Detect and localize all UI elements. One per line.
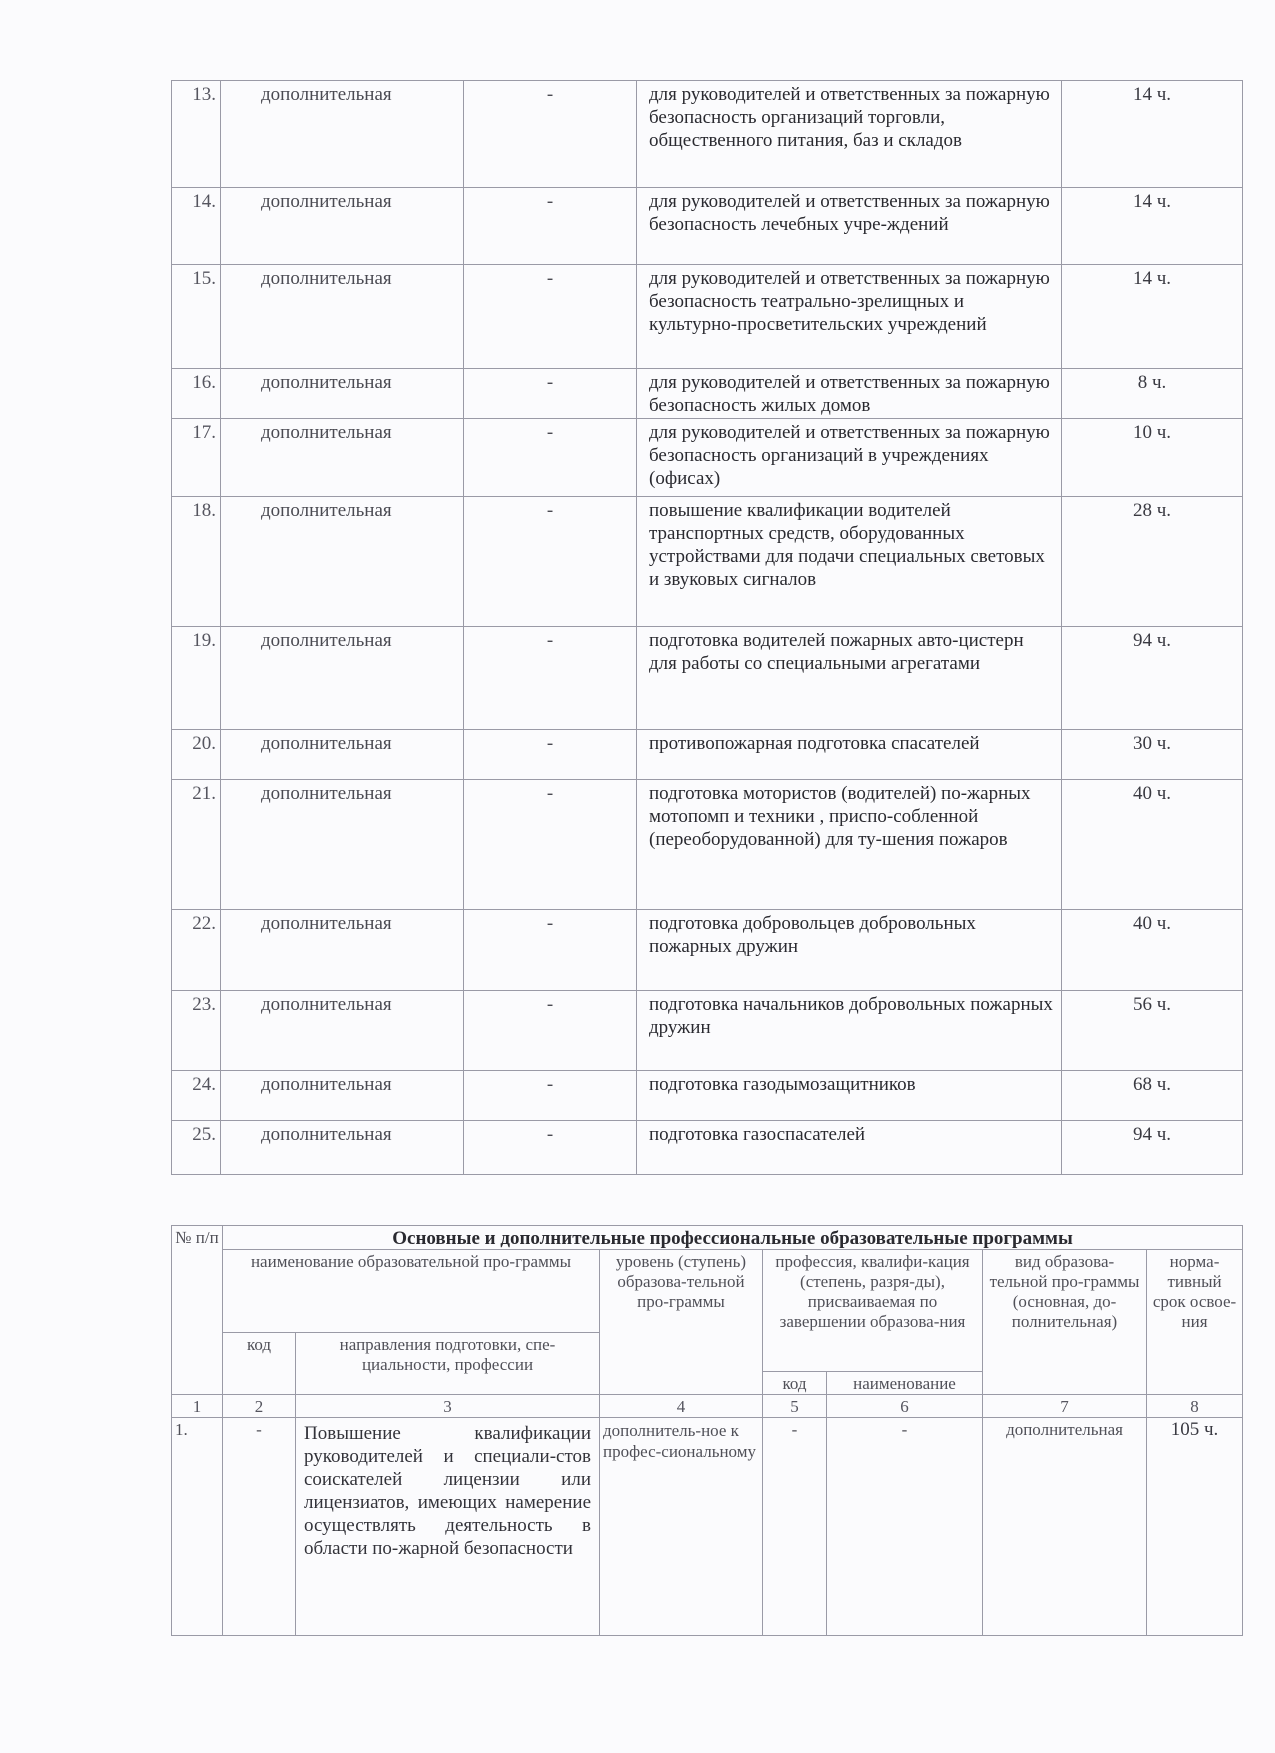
- column-header-term: норма-тивный срок освое-ния: [1147, 1250, 1243, 1395]
- table-row: [172, 627, 1243, 730]
- code-cell: -: [464, 369, 637, 419]
- program-name: противопожарная подготовка спасателей: [637, 730, 1062, 780]
- row-number: 21.: [172, 780, 221, 910]
- row-number: 22.: [172, 910, 221, 991]
- column-index: 7: [983, 1395, 1147, 1418]
- program-hours: 8 ч.: [1062, 369, 1243, 419]
- program-kind: дополнительная: [221, 1121, 464, 1175]
- table-row: [172, 1121, 1243, 1175]
- profession-code: -: [763, 1418, 827, 1636]
- row-number: 13.: [172, 81, 221, 188]
- column-index: 4: [600, 1395, 763, 1418]
- program-hours: 56 ч.: [1062, 991, 1243, 1071]
- column-header-kind: вид образова-тельной про-граммы (основная, до-полнительная): [983, 1250, 1147, 1395]
- column-index: 3: [296, 1395, 600, 1418]
- column-index-row: [172, 1395, 1243, 1418]
- program-hours: 68 ч.: [1062, 1071, 1243, 1121]
- program-name: для руководителей и ответственных за пожарную безопасность жилых домов: [637, 369, 1062, 419]
- table-row: [172, 419, 1243, 497]
- program-name: подготовка газоспасателей: [637, 1121, 1062, 1175]
- column-header-level: уровень (ступень) образова-тельной про-граммы: [600, 1250, 763, 1395]
- column-header-profession-code: код: [763, 1372, 827, 1395]
- table-row: [172, 991, 1243, 1071]
- program-hours: 14 ч.: [1062, 265, 1243, 369]
- column-header-direction: направления подготовки, спе-циальности, профессии: [296, 1333, 600, 1395]
- program-name: подготовка добровольцев добровольных пожарных дружин: [637, 910, 1062, 991]
- program-hours: 40 ч.: [1062, 780, 1243, 910]
- code-cell: -: [464, 991, 637, 1071]
- table-row: [172, 730, 1243, 780]
- code-cell: -: [464, 780, 637, 910]
- program-name: подготовка газодымозащитников: [637, 1071, 1062, 1121]
- table-row: [172, 497, 1243, 627]
- program-kind: дополнительная: [221, 910, 464, 991]
- row-number: 15.: [172, 265, 221, 369]
- header-row: [172, 1226, 1243, 1250]
- code-cell: -: [464, 188, 637, 265]
- column-index: 1: [172, 1395, 223, 1418]
- program-kind: дополнительная: [221, 780, 464, 910]
- row-number: 17.: [172, 419, 221, 497]
- main-programs-table: [171, 1225, 1243, 1636]
- program-name: повышение квалификации водителей транспортных средств, оборудованных устройствами для подачи специальных световых и звуковых сигналов: [637, 497, 1062, 627]
- table-title: Основные и дополнительные профессиональные образовательные программы: [223, 1226, 1243, 1250]
- program-name: подготовка мотористов (водителей) по-жарных мотопомп и техники , приспо-собленной (переоборудованной) для ту-шения пожаров: [637, 780, 1062, 910]
- table-row: [172, 81, 1243, 188]
- table-row: [172, 910, 1243, 991]
- row-number: 19.: [172, 627, 221, 730]
- code-cell: -: [464, 81, 637, 188]
- table-row: [172, 188, 1243, 265]
- program-name: для руководителей и ответственных за пожарную безопасность театрально-зрелищных и культурно-просветительских учреждений: [637, 265, 1062, 369]
- program-kind: дополнительная: [221, 369, 464, 419]
- table-row: [172, 369, 1243, 419]
- program-kind: дополнительная: [983, 1418, 1147, 1636]
- program-name: подготовка водителей пожарных авто-цистерн для работы со специальными агрегатами: [637, 627, 1062, 730]
- program-kind: дополнительная: [221, 991, 464, 1071]
- row-number: 24.: [172, 1071, 221, 1121]
- program-kind: дополнительная: [221, 730, 464, 780]
- column-index: 5: [763, 1395, 827, 1418]
- code-cell: -: [464, 419, 637, 497]
- code-cell: -: [223, 1418, 296, 1636]
- code-cell: -: [464, 1071, 637, 1121]
- row-number: 16.: [172, 369, 221, 419]
- code-cell: -: [464, 910, 637, 991]
- program-name: для руководителей и ответственных за пожарную безопасность организаций торговли, общественного питания, баз и складов: [637, 81, 1062, 188]
- table-row: [172, 780, 1243, 910]
- program-name: для руководителей и ответственных за пожарную безопасность лечебных учре-ждений: [637, 188, 1062, 265]
- column-index: 6: [827, 1395, 983, 1418]
- code-cell: -: [464, 627, 637, 730]
- programs-table-continued: [171, 80, 1243, 1175]
- table-row: [172, 1071, 1243, 1121]
- column-header-program-name: наименование образовательной про-граммы: [223, 1250, 600, 1333]
- row-number: 14.: [172, 188, 221, 265]
- program-kind: дополнительная: [221, 265, 464, 369]
- program-kind: дополнительная: [221, 188, 464, 265]
- code-cell: -: [464, 497, 637, 627]
- program-name: подготовка начальников добровольных пожарных дружин: [637, 991, 1062, 1071]
- row-number: 1.: [172, 1418, 223, 1636]
- program-hours: 28 ч.: [1062, 497, 1243, 627]
- program-name: Повышение квалификации руководителей и специали-стов соискателей лицензии или лицензиатов, имеющих намерение осуществлять деятельность в области по-жарной безопасности: [296, 1418, 600, 1636]
- program-hours: 10 ч.: [1062, 419, 1243, 497]
- code-cell: -: [464, 265, 637, 369]
- code-cell: -: [464, 1121, 637, 1175]
- column-index: 2: [223, 1395, 296, 1418]
- program-term: 105 ч.: [1147, 1418, 1243, 1636]
- program-name: для руководителей и ответственных за пожарную безопасность организаций в учреждениях (офисах): [637, 419, 1062, 497]
- program-hours: 40 ч.: [1062, 910, 1243, 991]
- code-cell: -: [464, 730, 637, 780]
- program-hours: 14 ч.: [1062, 81, 1243, 188]
- program-kind: дополнительная: [221, 81, 464, 188]
- program-kind: дополнительная: [221, 627, 464, 730]
- header-row: [172, 1250, 1243, 1333]
- row-number: 20.: [172, 730, 221, 780]
- column-header-number: № п/п: [172, 1226, 223, 1395]
- program-hours: 30 ч.: [1062, 730, 1243, 780]
- table-row: [172, 265, 1243, 369]
- program-hours: 94 ч.: [1062, 1121, 1243, 1175]
- program-level: дополнитель-ное к профес-сиональному: [600, 1418, 763, 1636]
- program-hours: 94 ч.: [1062, 627, 1243, 730]
- row-number: 18.: [172, 497, 221, 627]
- column-header-profession-name: наименование: [827, 1372, 983, 1395]
- row-number: 25.: [172, 1121, 221, 1175]
- program-kind: дополнительная: [221, 497, 464, 627]
- profession-name: -: [827, 1418, 983, 1636]
- table-row: [172, 1418, 1243, 1636]
- column-header-code: код: [223, 1333, 296, 1395]
- program-hours: 14 ч.: [1062, 188, 1243, 265]
- program-kind: дополнительная: [221, 1071, 464, 1121]
- column-header-profession: профессия, квалифи-кация (степень, разря-ды), присваиваемая по завершении образова-ния: [763, 1250, 983, 1372]
- program-kind: дополнительная: [221, 419, 464, 497]
- row-number: 23.: [172, 991, 221, 1071]
- column-index: 8: [1147, 1395, 1243, 1418]
